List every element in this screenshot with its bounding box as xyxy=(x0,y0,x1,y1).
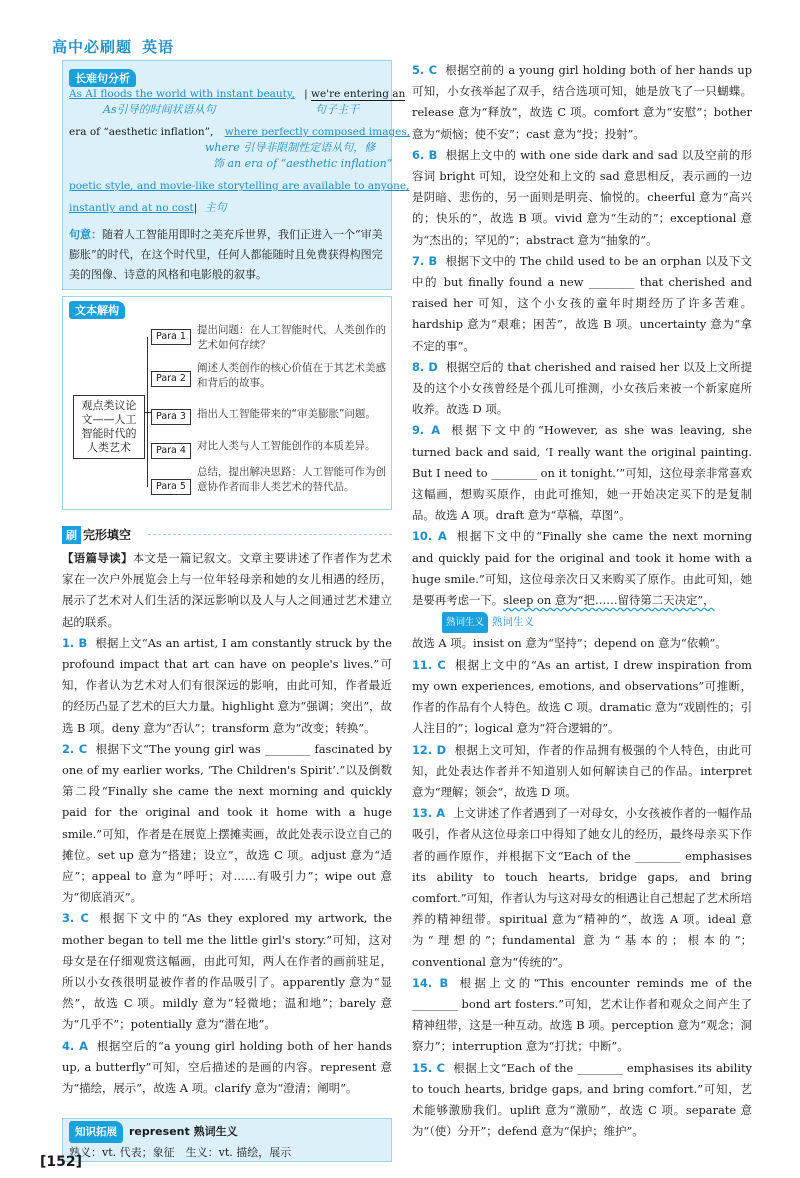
structure-topic: 观点类议论文——人工智能时代的人类艺术 xyxy=(73,395,145,459)
page-header xyxy=(52,36,174,57)
text-structure xyxy=(62,296,392,510)
analysis-note-main: 句子主干 xyxy=(315,103,359,116)
para-5-desc: 总结，提出解决思路：人工智能可作为创意协作者而非人类艺术的替代品。 xyxy=(197,466,386,493)
tree-trunk xyxy=(147,337,148,487)
analysis-note-1: As引导的时间状语从句 xyxy=(103,103,216,116)
answer-5 xyxy=(412,60,752,145)
answer-text: 根据上文“Each of the ________ emphasises its ability to touch hearts, bridge gaps, and bring comfort.”可知，艺术能够激励我们。uplift 意为“激励”，故选 C 项。separate 意为“（使）分开”；defend 意为“保护；维护”。 xyxy=(412,1060,752,1139)
answer-num: 1. B xyxy=(62,635,88,650)
answer-1 xyxy=(62,633,392,739)
para-1-box: Para 1 xyxy=(151,329,191,345)
answer-text: 根据下文“The young girl was ________ fascinated by one of my earlier works, ‘The Children's Spirit’.”以及倒数第二段“Finally she came the next morning and quickly paid for the original and took it home with a huge smile.”可知，作者是在展览上摆摊卖画，故此处表示设立自己的摊位。set up 意为“搭建；设立”，故选 C 项。adjust 意为“适应”；appeal to 意为“呼吁；对……有吸引力”；wipe out 意为“彻底消灭”。 xyxy=(62,741,393,905)
para-1-desc: 提出问题：在人工智能时代，人类创作的艺术如何存续？ xyxy=(197,324,386,351)
answer-13 xyxy=(412,803,752,973)
analysis-main-clause: we're entering an xyxy=(311,88,406,100)
structure-tag: 文本解构 xyxy=(69,301,125,319)
analysis-end-clause: instantly and at no cost xyxy=(69,202,194,214)
long-sentence-analysis xyxy=(62,60,411,290)
analysis-note-2: where 引导非限制性定语从句，修 xyxy=(205,141,376,154)
left-column xyxy=(62,60,411,1159)
cloze-divider xyxy=(148,534,392,535)
answer-6 xyxy=(412,145,752,251)
analysis-tag: 长难句分析 xyxy=(69,69,136,87)
sleep-on-phrase: sleep on 意为“把……留待第二天决定”， xyxy=(503,593,715,608)
answer-num: 14. B xyxy=(412,975,449,990)
answer-10-rest: 故选 A 项。insist on 意为“坚持”；depend on 意为“依赖”。 xyxy=(412,636,727,651)
extension-line: 熟义：vt. 代表；象征 生义：vt. 描绘，展示 xyxy=(69,1146,292,1159)
answer-num: 6. B xyxy=(412,147,438,162)
answer-text: 根据上文中的“As an artist, I drew inspiration from my own experiences, emotions, and observations”可推断，作者的作品有个人特色。故选 C 项。dramatic 意为“戏剧性的；引人注目的”；logical 意为“符合逻辑的”。 xyxy=(412,657,752,736)
answer-num: 13. A xyxy=(412,806,446,821)
cloze-brush-icon: 刷 xyxy=(62,526,81,544)
mini-tag: 熟词生义 xyxy=(442,612,488,633)
answer-14 xyxy=(412,973,752,1058)
answer-num: 7. B xyxy=(412,253,438,268)
analysis-line-6: poetic style, and movie-like storytelling are available to anyone, xyxy=(69,180,410,192)
analysis-clause-as: As AI floods the world with instant beauty, xyxy=(69,88,295,100)
analysis-line-3 xyxy=(69,125,410,139)
analysis-line-1: As AI floods the world with instant beauty, | we're entering an xyxy=(69,88,406,100)
reading-guide xyxy=(62,548,392,633)
answer-num: 8. D xyxy=(412,359,438,374)
analysis-line-7: instantly and at no cost| 主句 xyxy=(69,201,227,214)
answer-4 xyxy=(62,1036,392,1100)
answer-text: 根据上文的“This encounter reminds me of the ________ bond art fosters.”可知，艺术让作者和观众之间产生了精神纽带，这是一种互动。故选 B 项。perception 意为“观念；洞察力”；interruption 意为“打扰；中断”。 xyxy=(412,975,752,1054)
translation-label: 句意： xyxy=(69,228,102,241)
cloze-header xyxy=(62,524,392,544)
answer-num: 9. A xyxy=(412,423,441,438)
para-5-box: Para 5 xyxy=(151,479,191,495)
answer-10 xyxy=(412,526,752,654)
analysis-note-3: 饰 an era of “aesthetic inflation” xyxy=(213,157,393,170)
para-3-box: Para 3 xyxy=(151,409,191,425)
extension-word: represent 熟词生义 xyxy=(129,1125,238,1138)
answer-text: 根据空后的 that cherished and raised her 以及上文所提及的这个小女孩曾经是个孤儿可推测，小女孩后来被一个新家庭所收养。故选 D 项。 xyxy=(412,359,752,417)
answer-text: 根据空前的 a young girl holding both of her hands up 可知，小女孩举起了双手，结合选项可知，她是放飞了一只蝴蝶。release 意为“释放”，故选 C 项。comfort 意为“安慰”；bother 意为“烦恼；使不安”；cast 意为“投；投射”。 xyxy=(412,63,753,141)
answer-num: 3. C xyxy=(62,911,89,926)
left-text xyxy=(62,548,392,1099)
reading-guide-text: 本文是一篇记叙文。文章主要讲述了作者作为艺术家在一次户外展览会上与一位年轻母亲和她的女儿相遇的经历，展示了艺术对人们生活的深远影响以及人与人之间通过艺术建立起的联系。 xyxy=(62,551,392,629)
answer-num: 12. D xyxy=(412,742,447,757)
answer-2 xyxy=(62,739,392,909)
right-column xyxy=(412,60,752,1142)
para-2-box: Para 2 xyxy=(151,371,191,387)
answer-15 xyxy=(412,1058,752,1143)
answer-text: 根据上文中的 with one side dark and sad 以及空前的形容词 bright 可知，设空处和上文的 sad 意思相反，表示画的一边是阴暗、悲伤的，另一面则是明亮、愉悦的。cheerful 意为“高兴的；快乐的”，故选 B 项。vivid 意为“生动的”；exceptional 意为“杰出的；罕见的”；abstract 意为“抽象的”。 xyxy=(412,147,752,247)
analysis-translation xyxy=(69,225,387,285)
answer-num: 5. C xyxy=(412,63,437,77)
para-3-desc: 指出人工智能带来的“审美膨胀”问题。 xyxy=(197,408,376,420)
subject-title: 英语 xyxy=(142,38,175,56)
answer-text: 根据下文中的 The child used to be an orphan 以及下文中的 but finally found a new ________ that cherished and raised her 可知，这个小女孩的童年时期经历了许多苦难。hardship 意为“艰难；困苦”，故选 B 项。uncertainty 意为“拿不定的事”。 xyxy=(412,253,752,353)
para-4-box: Para 4 xyxy=(151,443,191,459)
reading-guide-label: 【语篇导读】 xyxy=(62,551,133,565)
analysis-where-clause: where perfectly composed images, xyxy=(224,126,411,138)
answer-8 xyxy=(412,357,752,421)
answer-9 xyxy=(412,420,752,526)
analysis-era: era of “aesthetic inflation”, xyxy=(69,126,214,138)
answer-text: 根据下文中的“However, as she was leaving, she turned back and said, ‘I really want the original painting. But I need to ________ on it tonight.’”可知，这位母亲非常喜欢这幅画，想购买原作，由此可推知，她一开始决定买下的是复制品。故选 A 项。draft 意为“草稿，草图”。 xyxy=(412,423,752,523)
answer-text: 根据下文中的“Finally she came the next morning and quickly paid for the original and took it home with a huge smile.”可知，这位母亲次日又来购买了原作。由此可知，她是要再考虑一下。 xyxy=(412,529,752,608)
answer-text: 根据上文“As an artist, I am constantly struck by the profound impact that art can have on people's lives.”可知，作者认为艺术对人们有很深远的影响，由此可知，作者最近的经历凸显了艺术的巨大力量。highlight 意为“强调；突出”，故选 B 项。deny 意为“否认”；transform 意为“改变；转换”。 xyxy=(62,635,392,735)
extension-tag: 知识拓展 xyxy=(69,1121,123,1143)
answer-num: 11. C xyxy=(412,657,446,672)
answer-text: 根据空后的“a young girl holding both of her hands up, a butterfly”可知，空后描述的是画的内容。represent 意为“描绘，展示”，故选 A 项。clarify 意为“澄清；阐明”。 xyxy=(62,1038,392,1096)
translation-text: 随着人工智能用即时之美充斥世界，我们正进入一个“审美膨胀”的时代，在这个时代里，任何人都能随时且免费获得构图完美的图像、诗意的风格和电影般的叙事。 xyxy=(69,228,383,281)
answer-11 xyxy=(412,655,752,740)
mini-note: 熟词生义 xyxy=(492,616,535,629)
cloze-title: 完形填空 xyxy=(83,528,132,542)
answer-num: 15. C xyxy=(412,1060,445,1075)
answer-num: 4. A xyxy=(62,1038,88,1053)
knowledge-extension xyxy=(62,1118,392,1162)
answer-7 xyxy=(412,251,752,357)
answer-3 xyxy=(62,908,392,1035)
answer-num: 2. C xyxy=(62,741,88,756)
para-2-desc: 阐述人类创作的核心价值在于其艺术美感和背后的故事。 xyxy=(197,362,386,389)
answer-text: 根据上文可知，作者的作品拥有极强的个人特色，由此可知，此处表达作者并不知道别人如何解读自己的作品。interpret 意为“理解；领会”，故选 D 项。 xyxy=(412,742,752,799)
answer-num: 10. A xyxy=(412,529,447,544)
book-title: 高中必刷题 xyxy=(52,38,133,56)
analysis-note-main-2: 主句 xyxy=(204,201,227,214)
page-number: [152] xyxy=(40,1154,83,1170)
para-4-desc: 对比人类与人工智能创作的本质差异。 xyxy=(197,440,376,452)
answer-text: 上文讲述了作者遇到了一对母女，小女孩被作者的一幅作品吸引，作者从这位母亲口中得知了她女儿的经历，最终母亲买下作者的画作原作，并根据下文“Each of the ________ emphasises its ability to touch hearts, bridge gaps, and bring comfort.”可知，作者认为与这对母女的相遇让自己想起了艺术所培养的精神纽带。spiritual 意为“精神的”，故选 A 项。ideal 意为“理想的”；fundamental 意为“基本的；根本的”；conventional 意为“传统的”。 xyxy=(412,806,752,969)
answer-12 xyxy=(412,740,752,804)
answer-text: 根据下文中的“As they explored my artwork, the mother began to tell me the little girl's story.”可知，这对母女是在仔细观赏这幅画，由此可知，两人在作者的画前驻足，所以小女孩很明显被作者的作品吸引了。apparently 意为“显然”，故选 C 项。mildly 意为“轻微地；温和地”；barely 意为“几乎不”；potentially 意为“潜在地”。 xyxy=(62,911,392,1032)
